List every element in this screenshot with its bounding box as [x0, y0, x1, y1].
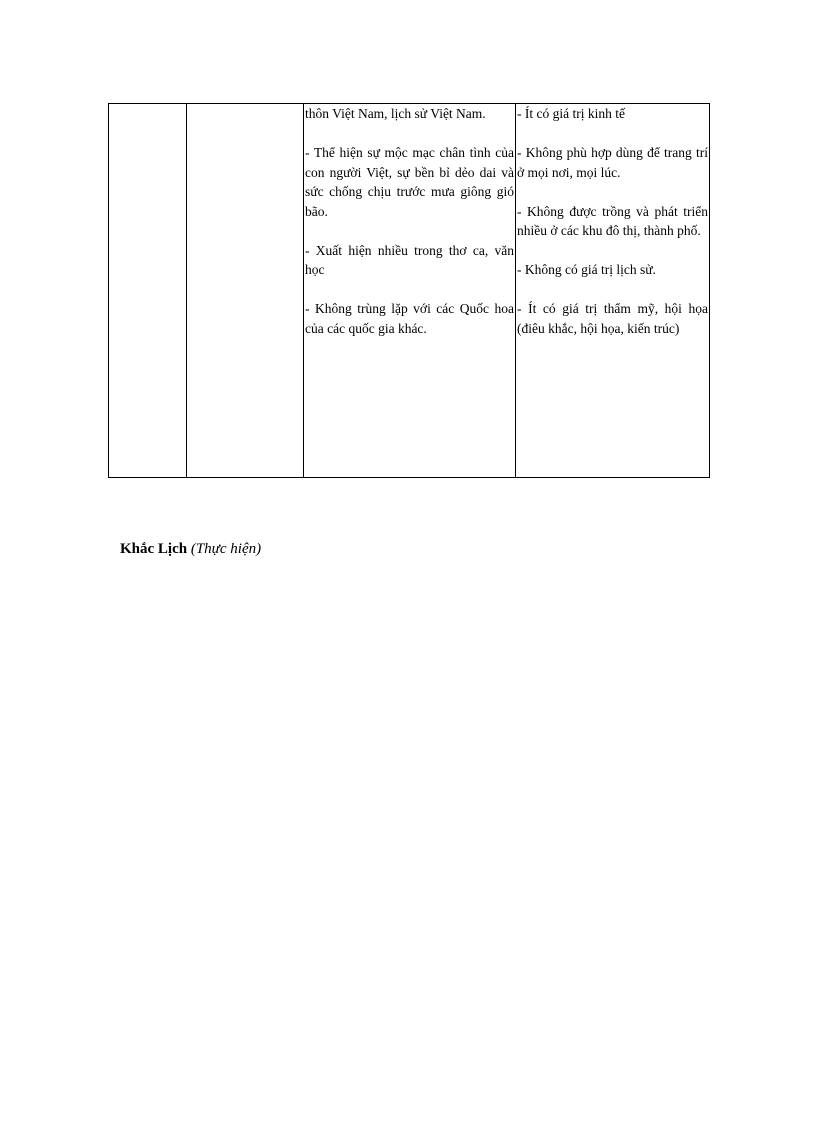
comparison-table	[108, 103, 710, 478]
list-item: - Ít có giá trị kinh tế	[517, 106, 625, 121]
table-cell-empty-1	[109, 104, 187, 478]
list-item: - Xuất hiện nhiều trong thơ ca, văn học	[305, 242, 514, 277]
list-item: thôn Việt Nam, lịch sử Việt Nam.	[305, 106, 486, 121]
table-cell-advantages	[304, 104, 516, 478]
list-item: - Thể hiện sự mộc mạc chân tình của con người Việt, sự bền bỉ dẻo dai và sức chống chịu trước mưa giông gió bão.	[305, 145, 514, 219]
table-cell-empty-2	[187, 104, 304, 478]
list-item: - Ít có giá trị thẩm mỹ, hội họa (điêu khắc, hội họa, kiến trúc)	[517, 301, 708, 336]
table-row	[109, 104, 710, 478]
list-item: - Không phù hợp dùng để trang trí ở mọi nơi, mọi lúc.	[517, 145, 708, 180]
list-item: - Không được trồng và phát triển nhiều ở các khu đô thị, thành phố.	[517, 203, 708, 238]
list-item: - Không có giá trị lịch sử.	[517, 262, 656, 277]
heading-note: (Thực hiện)	[190, 541, 262, 557]
section-heading	[120, 539, 261, 559]
heading-name: Khắc Lịch	[120, 541, 188, 557]
table-cell-disadvantages	[516, 104, 710, 478]
list-item: - Không trùng lặp với các Quốc hoa của các quốc gia khác.	[305, 301, 514, 336]
